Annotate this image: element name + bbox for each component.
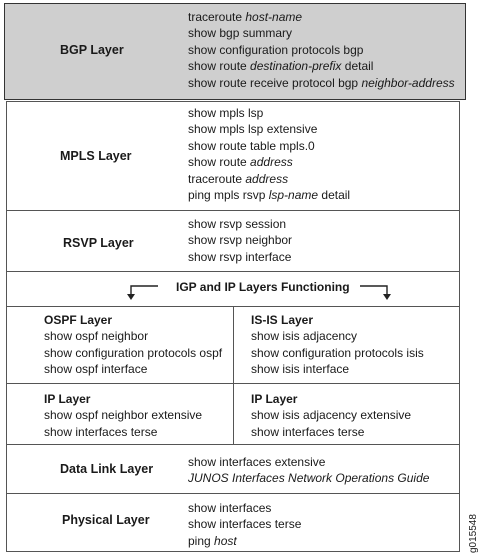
command-text: show route (188, 155, 251, 170)
command-text: traceroute (188, 10, 246, 24)
ospf-isis-divider (233, 306, 234, 384)
ospf-section (44, 312, 222, 378)
command-line (251, 361, 424, 377)
command-argument: neighbor-address (361, 75, 455, 90)
isis-section (251, 312, 424, 378)
igp-ip-header-title: IGP and IP Layers Functioning (176, 280, 350, 294)
command-text: detail (341, 59, 374, 74)
command-line (188, 470, 429, 486)
data-link-layer-title: Data Link Layer (60, 462, 154, 476)
command-text: show interfaces (188, 501, 272, 515)
command-argument: lsp-name (268, 188, 319, 203)
command-text: show interfaces extensive (188, 455, 326, 469)
command-text: show mpls lsp extensive (188, 122, 318, 137)
command-text: show interfaces terse (188, 517, 302, 532)
command-text: show bgp summary (188, 26, 293, 41)
command-line (44, 328, 222, 344)
command-text: show mpls lsp (188, 106, 264, 120)
mpls-layer-title: MPLS Layer (60, 149, 132, 163)
command-argument: address (250, 155, 293, 170)
command-text: show interfaces terse (251, 424, 365, 439)
right-branch-arrowhead (383, 294, 391, 300)
command-text: show route table mpls.0 (188, 138, 315, 153)
command-text: show ospf interface (44, 362, 148, 377)
command-text: show rsvp session (188, 217, 287, 231)
ip-left-section (44, 391, 202, 440)
command-text: show configuration protocols isis (251, 345, 424, 360)
command-text: show ospf neighbor extensive (44, 408, 203, 423)
command-line (188, 516, 301, 532)
figure-id-label: g015548 (468, 514, 479, 553)
command-text: show rsvp neighbor (188, 233, 293, 248)
ospf-commands (44, 328, 222, 377)
rsvp-layer-title: RSVP Layer (63, 236, 134, 250)
ip-right-commands (251, 407, 411, 440)
command-text: show configuration protocols bgp (188, 42, 364, 57)
command-argument: JUNOS Interfaces Network Operations Guide (188, 471, 430, 486)
command-text: ping mpls rsvp (188, 188, 269, 203)
command-text: show ospf neighbor (44, 329, 149, 344)
command-argument: address (245, 171, 289, 186)
ospf-layer-title: OSPF Layer (44, 313, 113, 327)
command-line (44, 345, 222, 361)
command-text: show isis adjacency (251, 329, 358, 344)
ip-right-layer-title: IP Layer (251, 392, 298, 406)
command-line (251, 407, 411, 423)
bgp-layer-title: BGP Layer (60, 43, 124, 57)
right-branch-arrow-line (360, 286, 387, 295)
command-text: show configuration protocols ospf (44, 345, 223, 360)
command-text: show isis adjacency extensive (251, 408, 412, 423)
ip-right-section (251, 391, 411, 440)
data-link-commands (188, 454, 429, 487)
ip-left-layer-title: IP Layer (44, 392, 91, 406)
command-line (251, 424, 411, 440)
command-line (44, 361, 222, 377)
command-text: show rsvp interface (188, 249, 292, 264)
command-line (44, 424, 202, 440)
command-argument: destination-prefix (250, 59, 342, 74)
ip-left-commands (44, 407, 202, 440)
command-line (44, 407, 202, 423)
command-text: show interfaces terse (44, 424, 158, 439)
command-text: show route receive protocol bgp (188, 75, 362, 90)
command-line (251, 328, 424, 344)
command-line (251, 345, 424, 361)
command-line (188, 533, 301, 549)
command-text: traceroute (188, 171, 246, 186)
isis-layer-title: IS-IS Layer (251, 313, 314, 327)
command-line (188, 500, 301, 516)
command-line (188, 454, 429, 470)
physical-commands (188, 500, 301, 549)
left-branch-arrow-line (131, 286, 158, 295)
command-argument: host-name (245, 10, 303, 24)
isis-commands (251, 328, 424, 377)
command-text: ping (188, 533, 215, 548)
command-argument: host (214, 533, 237, 548)
physical-layer-title: Physical Layer (62, 513, 150, 527)
ip-row-divider (233, 383, 234, 445)
command-text: show isis interface (251, 362, 350, 377)
command-text: show route (188, 59, 251, 74)
left-branch-arrowhead (127, 294, 135, 300)
command-text: detail (318, 188, 351, 203)
